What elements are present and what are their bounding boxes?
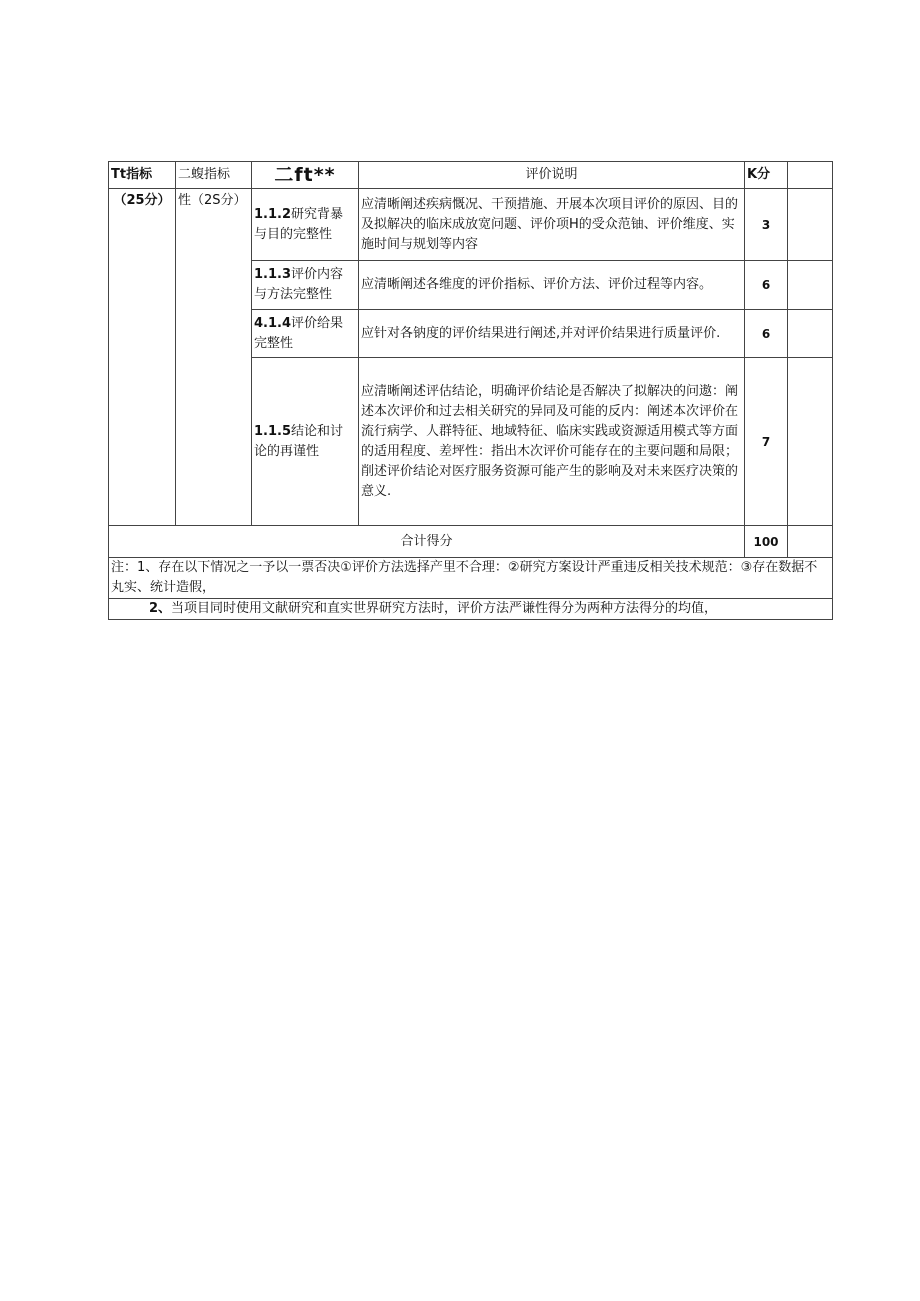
score-cell: 3 — [745, 189, 788, 261]
sub-indicator-label: 评价内容与方法完整性 — [254, 267, 344, 302]
note-2-number: 2、 — [149, 601, 172, 616]
note-row — [109, 558, 833, 599]
table-row — [109, 189, 833, 261]
note-2-text: 当项目同时使用文献研究和直实世界研究方法时，评价方法严谦性得分为两种方法得分的均值， — [171, 601, 718, 616]
extra-cell — [788, 189, 833, 261]
level2-cell: 性（2S分） — [176, 189, 252, 526]
extra-cell — [788, 261, 833, 310]
score-cell: 7 — [745, 358, 788, 526]
note-row — [109, 599, 833, 620]
header-description: 评价说明 — [359, 162, 745, 189]
total-label: 合计得分 — [109, 526, 745, 558]
note-1: 注：1、存在以下情况之一予以一票否决①评价方法选择产里不合理：②研究方案设计严重违反相关技术规范：③存在数据不丸实、统计造假， — [109, 558, 833, 599]
sub-indicator — [252, 358, 359, 526]
sub-indicator-label: 评价给果完整性 — [254, 315, 344, 351]
sub-indicator-label: 研究背暴与目的完整性 — [254, 206, 344, 242]
sub-indicator-label: 结论和讨论的再谨性 — [254, 423, 344, 459]
sub-indicator-number: 1.1.5 — [254, 423, 292, 439]
description-cell: 应清晰阐述各维度的评价指标、评价方法、评价过程等内容。 — [359, 261, 745, 310]
sub-indicator — [252, 310, 359, 358]
sub-indicator — [252, 261, 359, 310]
total-score: 100 — [745, 526, 788, 558]
header-extra — [788, 162, 833, 189]
description-cell: 应针对各钠度的评价结果进行阐述,并对评价结果进行质量评价. — [359, 310, 745, 358]
sub-indicator-number: 4.1.4 — [254, 315, 292, 331]
sub-indicator — [252, 189, 359, 261]
header-level1: Tt指标 — [109, 162, 176, 189]
score-cell: 6 — [745, 310, 788, 358]
description-cell: 应清晰阐述疾病慨况、干预措施、开展本次项目评价的原因、目的及拟解决的临床成放宽问题、评价项H的受众范铀、评价维度、实施时间与规划等内容 — [359, 189, 745, 261]
extra-cell — [788, 526, 833, 558]
header-level3: 二ft** — [252, 162, 359, 189]
sub-indicator-number: 1.1.2 — [254, 206, 292, 222]
evaluation-table — [108, 161, 833, 620]
header-row — [109, 162, 833, 189]
total-row — [109, 526, 833, 558]
score-cell: 6 — [745, 261, 788, 310]
header-score: K分 — [745, 162, 788, 189]
extra-cell — [788, 310, 833, 358]
level1-score-cell: （25分） — [109, 189, 176, 526]
extra-cell — [788, 358, 833, 526]
description-cell: 应清晰阐述评估结论，明确评价结论是否解决了拟解决的问遨：阐述本次评价和过去相关研究的异同及可能的反内：阐述本次评价在流行病学、人群特征、地域特征、临床实践或资源适用模式等方面的适用程度、差坪性：指出木次评价可能存在的主要问题和局限；削述评价结论对医疗服务资源可能产生的影响及对未来医疗决策的意义. — [359, 358, 745, 526]
note-2 — [109, 599, 833, 620]
sub-indicator-number: 1.1.3 — [254, 267, 292, 282]
header-level2: 二蝮指标 — [176, 162, 252, 189]
